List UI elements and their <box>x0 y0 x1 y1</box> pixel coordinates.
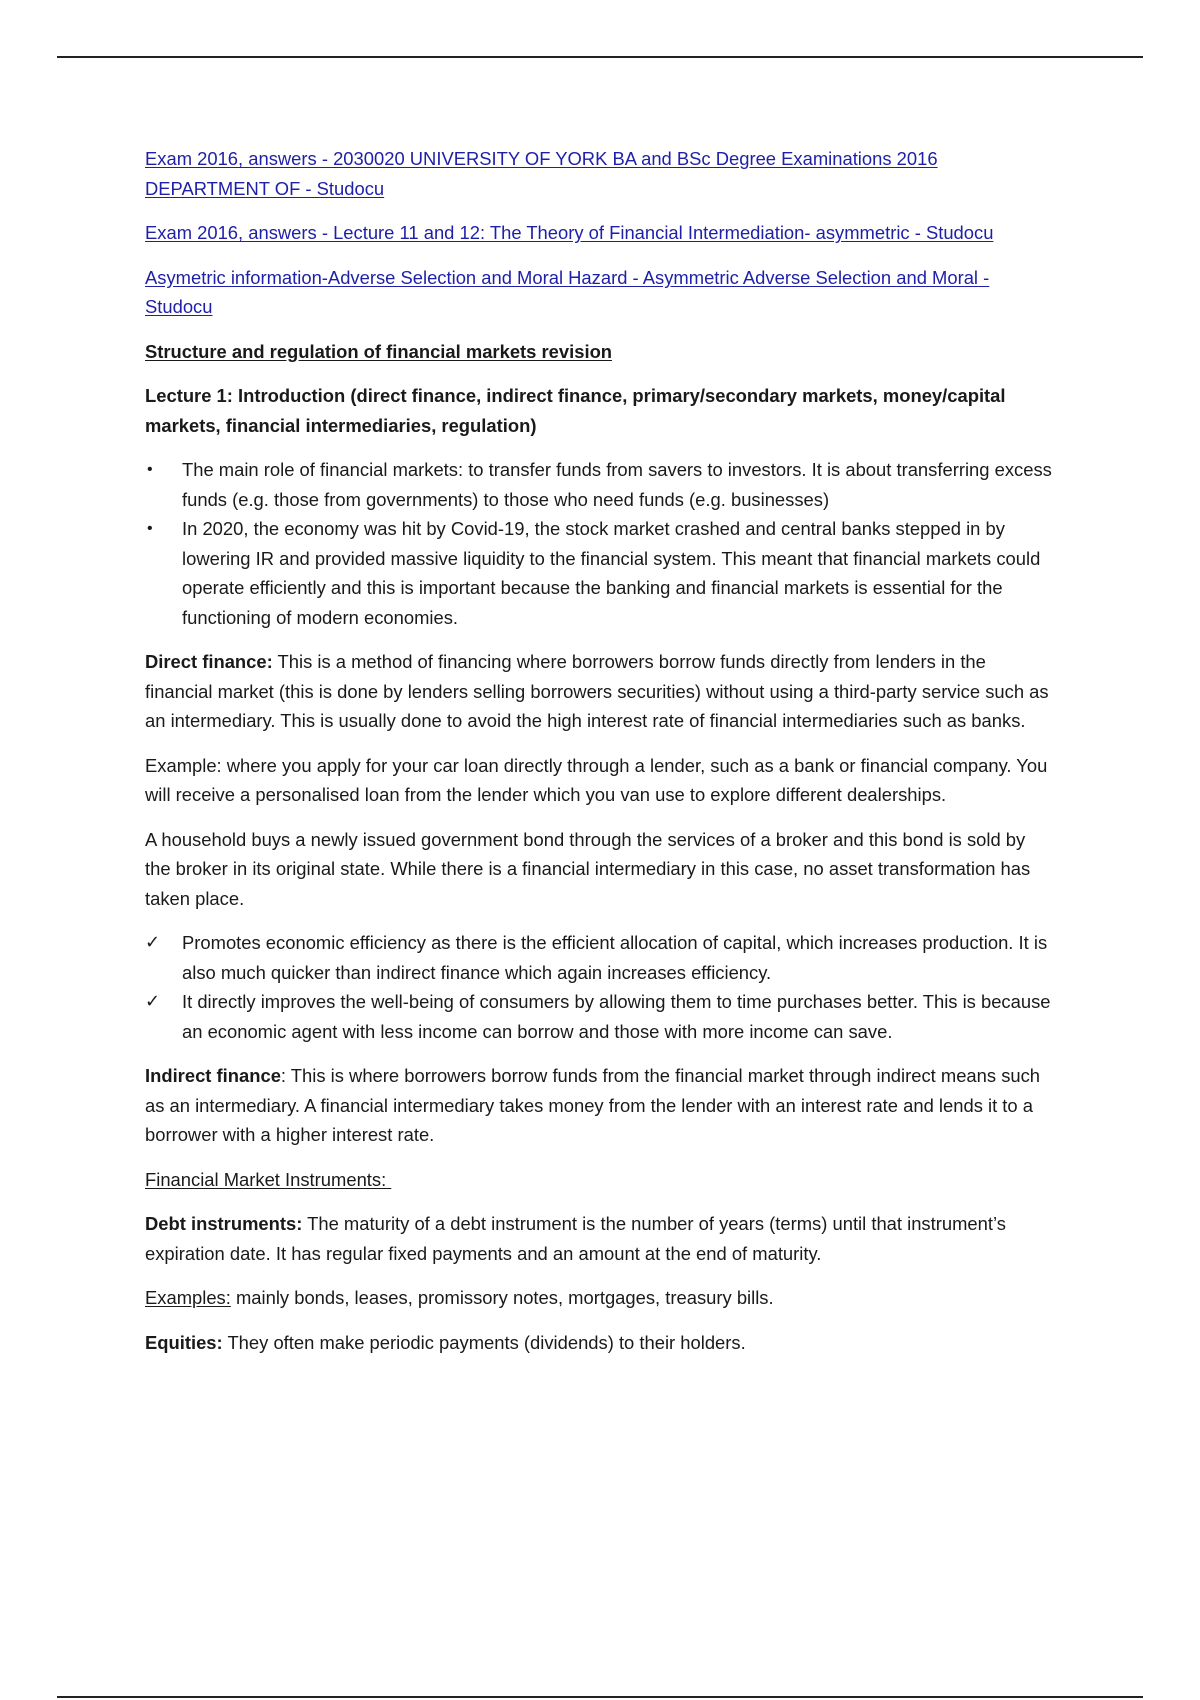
bottom-rule <box>57 1696 1143 1698</box>
debt-instruments-definition: The maturity of a debt instrument is the number of years (terms) until that instrument’s expiration date. It has regular fixed payments and an amount at the end of maturity. <box>145 1213 1006 1264</box>
bullet-icon: • <box>147 520 153 537</box>
instruments-heading: Financial Market Instruments: <box>145 1168 392 1190</box>
indirect-finance-definition: : This is where borrowers borrow funds from the financial market through indirect means such as an intermediary. A financial intermediary takes money from the lender with an interest rate and lends it to a borrower with a higher interest rate. <box>145 1065 1041 1145</box>
list-item-text: Promotes economic efficiency as there is the efficient allocation of capital, which increases production. It is also much quicker than indirect finance which again increases efficiency. <box>182 932 1048 983</box>
studocu-link-exam-2016-york[interactable]: Exam 2016, answers - 2030020 UNIVERSITY OF YORK BA and BSc Degree Examinations 2016 DEPARTMENT OF - Studocu <box>145 148 938 199</box>
examples-term: Examples: <box>145 1287 231 1308</box>
debt-instruments-term: Debt instruments: <box>145 1213 303 1234</box>
examples-text: mainly bonds, leases, promissory notes, mortgages, treasury bills. <box>230 1287 774 1308</box>
indirect-finance-paragraph <box>145 1061 1055 1150</box>
list-item-text: In 2020, the economy was hit by Covid-19, the stock market crashed and central banks stepped in by lowering IR and provided massive liquidity to the financial system. This meant that financial markets could operate efficiently and this is important because the banking and financial markets is essential for the functioning of modern economies. <box>182 518 1041 628</box>
document-title: Structure and regulation of financial markets revision <box>145 340 613 362</box>
lecture-heading: Lecture 1: Introduction (direct finance, indirect finance, primary/secondary markets, money/capital markets, financial intermediaries, regulation) <box>145 385 1006 436</box>
household-paragraph: A household buys a newly issued government bond through the services of a broker and this bond is sold by the broker in its original state. While there is a financial intermediary in this case, no asset transformation has taken place. <box>145 828 1031 909</box>
advantages-list <box>145 928 1055 1046</box>
studocu-link-asymmetric-information[interactable]: Asymetric information-Adverse Selection and Moral Hazard - Asymmetric Adverse Selection and Moral - Studocu <box>145 266 990 317</box>
direct-finance-definition: This is a method of financing where borrowers borrow funds directly from lenders in the financial market (this is done by lenders selling borrowers securities) without using a third-party service such as an intermediary. This is usually done to avoid the high interest rate of financial intermediaries such as banks. <box>145 651 1049 731</box>
list-item-text: It directly improves the well-being of consumers by allowing them to time purchases better. This is because an economic agent with less income can borrow and those with more income can save. <box>182 991 1051 1042</box>
checkmark-icon: ✓ <box>145 932 161 952</box>
list-item-text: The main role of financial markets: to transfer funds from savers to investors. It is about transferring excess funds (e.g. those from governments) to those who need funds (e.g. businesses) <box>182 459 1052 510</box>
examples-paragraph <box>145 1283 1055 1313</box>
bullet-icon: • <box>147 461 153 478</box>
list-item <box>145 928 1055 987</box>
list-item <box>145 987 1055 1046</box>
equities-term: Equities: <box>145 1331 223 1353</box>
equities-paragraph <box>145 1328 1055 1358</box>
studocu-link-lecture-11-12[interactable]: Exam 2016, answers - Lecture 11 and 12: The Theory of Financial Intermediation- asymmetric - Studocu <box>145 222 994 243</box>
debt-instruments-paragraph <box>145 1209 1055 1268</box>
equities-definition: They often make periodic payments (dividends) to their holders. <box>222 1331 746 1353</box>
checkmark-icon: ✓ <box>145 991 161 1011</box>
direct-finance-term: Direct finance: <box>145 651 273 672</box>
document-body <box>145 144 1055 1372</box>
intro-bullet-list <box>145 455 1055 632</box>
list-item <box>145 455 1055 514</box>
indirect-finance-term: Indirect finance <box>145 1065 281 1086</box>
top-rule <box>57 56 1143 58</box>
direct-finance-paragraph <box>145 647 1055 736</box>
example-paragraph: Example: where you apply for your car loan directly through a lender, such as a bank or financial company. You will receive a personalised loan from the lender which you van use to explore different dealerships. <box>145 754 1048 805</box>
list-item <box>145 514 1055 632</box>
